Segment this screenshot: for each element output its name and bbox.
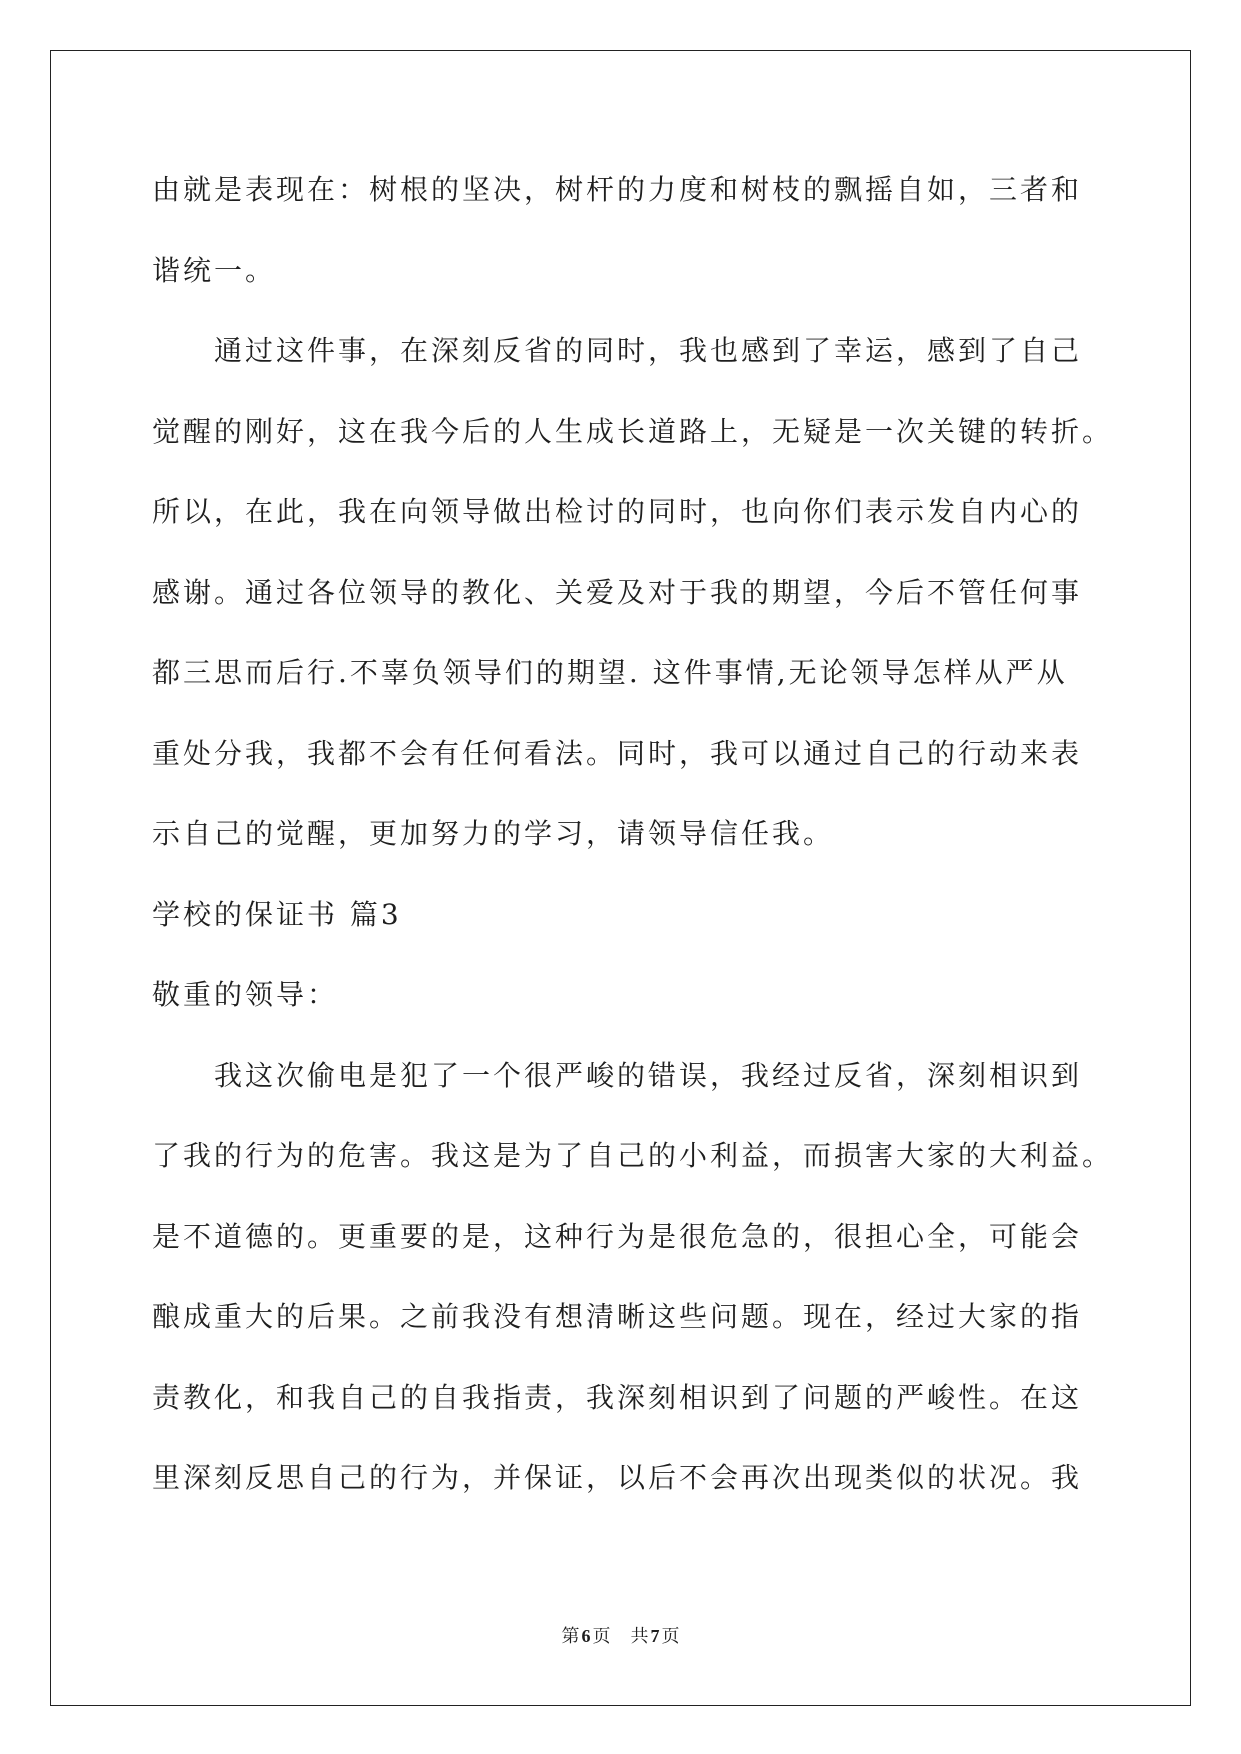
text-line: 所以，在此，我在向领导做出检讨的同时，也向你们表示发自内心的	[152, 495, 1083, 528]
section-heading: 学校的保证书 篇3	[152, 897, 402, 931]
paragraph-reflection	[152, 311, 1152, 875]
text-line: 我这次偷电是犯了一个很严峻的错误，我经过反省，深刻相识到	[214, 1058, 1083, 1092]
salutation: 敬重的领导：	[152, 978, 339, 1011]
current-page-number: 6	[581, 1626, 591, 1646]
total-pages-prefix: 共	[630, 1626, 649, 1647]
document-body	[152, 150, 1152, 1519]
text-line: 里深刻反思自己的行为，并保证，以后不会再次出现类似的状况。我	[152, 1461, 1083, 1494]
text-line: 都三思而后行.不辜负领导们的期望. 这件事情,无论领导怎样从严从	[152, 656, 1068, 689]
page-footer	[0, 1622, 1241, 1651]
paragraph-pledge	[152, 1036, 1152, 1519]
text-line: 是不道德的。更重要的是，这种行为是很危急的，很担心全，可能会	[152, 1219, 1083, 1253]
text-line: 了我的行为的危害。我这是为了自己的小利益，而损害大家的大利益。	[152, 1139, 1114, 1172]
page-number-unit: 页	[592, 1626, 611, 1647]
text-line: 示自己的觉醒，更加努力的学习，请领导信任我。	[152, 817, 835, 850]
paragraph-continued	[152, 150, 1152, 311]
text-line: 由就是表现在：树根的坚决，树杆的力度和树枝的飘摇自如，三者和	[152, 173, 1083, 206]
text-line: 责教化，和我自己的自我指责，我深刻相识到了问题的严峻性。在这	[152, 1380, 1083, 1414]
text-line: 感谢。通过各位领导的教化、关爱及对于我的期望，今后不管任何事	[152, 575, 1083, 609]
text-line: 酿成重大的后果。之前我没有想清晰这些问题。现在，经过大家的指	[152, 1300, 1083, 1333]
text-line: 觉醒的刚好，这在我今后的人生成长道路上，无疑是一次关键的转折。	[152, 414, 1114, 448]
text-line: 重处分我，我都不会有任何看法。同时，我可以通过自己的行动来表	[152, 736, 1083, 770]
page-number-prefix: 第	[561, 1626, 580, 1647]
text-line: 通过这件事，在深刻反省的同时，我也感到了幸运，感到了自己	[214, 334, 1083, 367]
total-pages-unit: 页	[661, 1626, 680, 1647]
total-pages-number: 7	[650, 1626, 660, 1646]
text-line: 谐统一。	[152, 253, 277, 287]
